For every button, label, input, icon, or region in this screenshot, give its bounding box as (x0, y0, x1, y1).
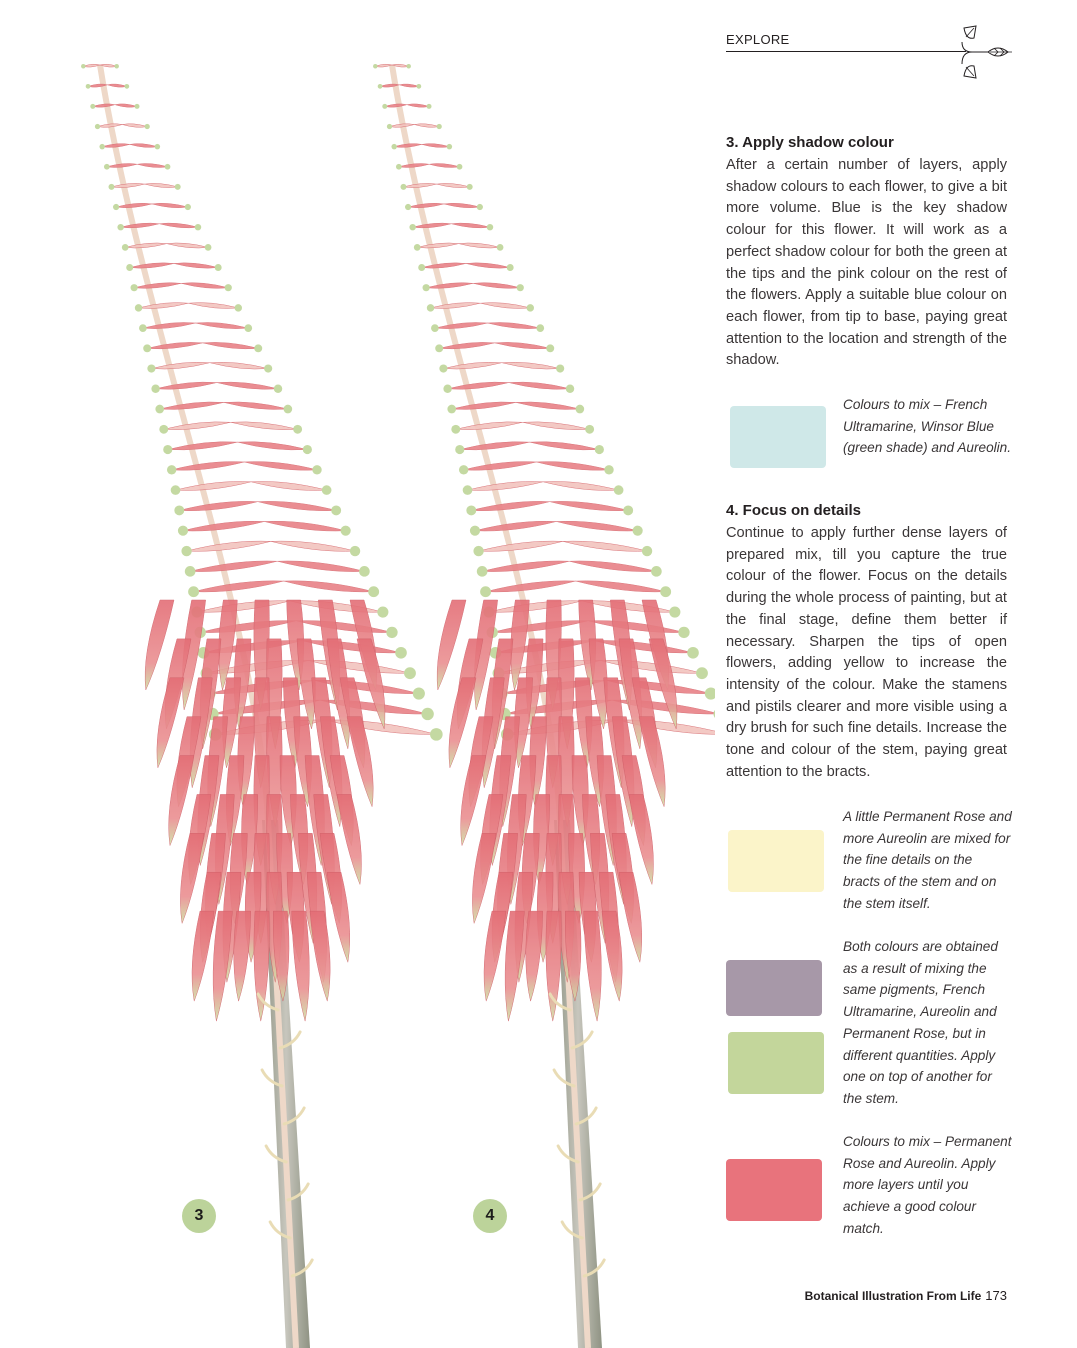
flower-bud (429, 163, 459, 167)
bud-tip (205, 244, 212, 251)
flower-bud (563, 541, 647, 551)
flower-bud (389, 124, 414, 128)
flower-bud (264, 521, 345, 531)
leaf-arrow-ornament-icon (954, 24, 1014, 82)
bud-tip (480, 586, 491, 597)
flower-bud (210, 362, 268, 369)
section-4-body: Continue to apply further dense layers of prepared mix, till you capture the true colour of the flower. Focus on the details during the whole process of painting, but at the final stage, define them better if necessary. Sharpen the tips of open flowers, adding yellow to increase the intensity of the colour. Make the stamens and pistils clearer and more visible using a dry brush for such fine details. Increase the tone and colour of the stem, paying great attention to the bracts. (726, 525, 1007, 780)
flower-bud (385, 104, 407, 107)
bud-tip (124, 84, 129, 89)
bud-tip (284, 405, 293, 414)
flower-bud (394, 144, 422, 148)
bud-tip (122, 244, 129, 251)
bud-tip (401, 184, 407, 190)
bud-tip (414, 244, 421, 251)
bud-tip (595, 445, 604, 454)
section-focus-on-details (726, 502, 1007, 783)
bud-tip (135, 304, 142, 311)
bud-tip (104, 164, 110, 170)
hanging-flower (584, 911, 602, 1021)
hanging-flower (619, 872, 642, 962)
flower-bud (444, 203, 480, 208)
flower-bud (156, 382, 217, 389)
aloe-flower-step-4 (373, 64, 715, 1348)
flower-bud (480, 303, 530, 309)
stem-swatch-caption: Both colours are obtained as a result of mixing the same pigments, French Ultramarine, Aureolin and Permanent Rose, but in different quantities. Apply one on top of another for the stem. (843, 939, 998, 1106)
flower-bud (509, 382, 570, 389)
bud-tip (159, 425, 168, 434)
hanging-flower (629, 794, 653, 884)
hanging-flower (472, 833, 496, 923)
bud-tip (387, 124, 392, 129)
bud-tip (473, 546, 483, 556)
page-header (726, 24, 1011, 84)
flower-bud (308, 660, 410, 673)
flower-bud (284, 581, 374, 592)
bud-tip (669, 606, 680, 617)
bud-tip (99, 144, 104, 149)
flower-bud (399, 163, 429, 167)
flower-bud (134, 283, 181, 289)
flower-bud (167, 243, 208, 248)
flower-bud (159, 223, 198, 228)
bud-tip (155, 144, 160, 149)
flower-bud (244, 462, 317, 471)
flower-bud (130, 144, 158, 148)
bud-tip (466, 505, 476, 515)
bud-tip (225, 284, 232, 291)
header-rule (726, 51, 966, 52)
bud-tip (467, 184, 473, 190)
flower-bud (452, 402, 516, 409)
bud-tip (409, 224, 415, 230)
flower-bud (495, 342, 551, 349)
flower-bud (187, 541, 271, 551)
bud-tip (447, 144, 452, 149)
flower-bud (102, 144, 130, 148)
green-paint-swatch (728, 1032, 824, 1094)
flower-bud (435, 322, 488, 328)
flower-bud (473, 283, 520, 289)
flower-bud (466, 263, 510, 268)
bud-tip (470, 526, 480, 536)
flower-bud (152, 203, 188, 208)
flower-bud (160, 402, 224, 409)
page-footer (760, 1288, 1007, 1303)
bud-tip (171, 485, 181, 495)
bud-tip (459, 465, 468, 474)
flower-bud (543, 481, 619, 490)
flower-bud (492, 621, 588, 633)
flower-bud (130, 263, 174, 268)
flower-bud (107, 163, 137, 167)
bud-tip (131, 284, 138, 291)
bud-tip (359, 566, 370, 577)
bud-tip (451, 425, 460, 434)
section-3-body: After a certain number of layers, apply shadow colours to each flower, to give a bit more volume. Blue is the key shadow colour for this flower. It will work as a perfect shadow colour for both the green at the tips and the pink colour on the rest of the flowers. Apply a suitable blue colour on each flower, from tip to base, paying great attention to the location and strength of the shadow. (726, 157, 1007, 369)
flower-bud (594, 640, 693, 652)
bud-tip (165, 164, 171, 170)
flower-bud (451, 223, 490, 228)
bud-tip (651, 566, 662, 577)
section-label: EXPLORE (726, 32, 790, 47)
flower-bud (314, 680, 419, 693)
flower-bud (179, 501, 257, 510)
hanging-flower (310, 911, 330, 1001)
bud-tip (95, 124, 100, 129)
book-title: Botanical Illustration From Life (804, 1289, 982, 1303)
bud-tip (274, 385, 282, 393)
bud-tip (139, 324, 147, 332)
flower-bud (203, 342, 259, 349)
bud-tip (421, 708, 433, 720)
flower-bud (403, 183, 436, 187)
bud-tip (614, 485, 624, 495)
bud-tip (642, 546, 652, 556)
bud-tip (604, 465, 613, 474)
bud-tip (576, 405, 585, 414)
yellow-paint-swatch (728, 830, 824, 892)
bud-tip (174, 505, 184, 515)
flower-bud (217, 382, 278, 389)
bud-tip (423, 284, 430, 291)
flower-bud (251, 481, 327, 490)
step-4-badge: 4 (473, 1199, 507, 1233)
bud-tip (293, 425, 302, 434)
aloe-flower-step-3 (81, 64, 443, 1348)
flower-bud (302, 640, 401, 652)
flower-bud (224, 402, 288, 409)
flower-bud (147, 342, 203, 349)
bud-tip (413, 688, 425, 700)
bud-tip (435, 344, 443, 352)
flower-bud (479, 541, 563, 551)
swatch-row-stem (726, 936, 1011, 1111)
bud-tip (395, 647, 407, 659)
bud-tip (585, 425, 594, 434)
hanging-flower (602, 911, 622, 1001)
flower-bud (414, 124, 439, 128)
bud-tip (633, 526, 643, 536)
bud-tip (244, 324, 252, 332)
bud-tip (455, 445, 464, 454)
flower-bud (530, 442, 600, 450)
bud-tip (477, 204, 483, 210)
yellow-swatch-caption: A little Permanent Rose and more Aureolin are mixed for the fine details on the bracts of the stem and on the stem itself. (843, 809, 1012, 911)
bud-tip (439, 364, 447, 372)
bud-tip (178, 526, 188, 536)
bud-tip (181, 546, 191, 556)
flower-bud (93, 104, 115, 107)
bud-tip (396, 164, 402, 170)
flower-bud (459, 243, 500, 248)
flower-bud (556, 521, 637, 531)
bud-tip (443, 385, 451, 393)
bud-tip (368, 586, 379, 597)
bud-tip (195, 224, 201, 230)
flower-bud (606, 680, 711, 693)
bud-tip (507, 264, 514, 271)
hanging-flower (327, 872, 350, 962)
bud-tip (430, 728, 443, 741)
flower-bud (600, 660, 702, 673)
bud-tip (126, 264, 133, 271)
bud-tip (566, 385, 574, 393)
bud-tip (185, 566, 196, 577)
flower-bud (443, 362, 501, 369)
flower-bud (569, 561, 656, 572)
bud-tip (147, 364, 155, 372)
hanging-flower (484, 911, 506, 1001)
flower-bud (486, 581, 576, 592)
flower-bud (231, 422, 298, 430)
blue-swatch-caption: Colours to mix – French Ultramarine, Winsor Blue (green shade) and Aureolin. (843, 397, 1012, 456)
flower-bud (151, 362, 209, 369)
flower-bud (174, 263, 218, 268)
page-number: 173 (985, 1288, 1007, 1303)
bud-tip (377, 606, 388, 617)
flower-bud (482, 561, 569, 572)
flower-bud (277, 561, 364, 572)
flower-bud (460, 442, 530, 450)
bud-tip (155, 405, 164, 414)
flower-bud (111, 183, 144, 187)
bud-tip (303, 445, 312, 454)
flower-bud (516, 402, 580, 409)
bud-tip (386, 627, 397, 638)
bud-tip (145, 124, 150, 129)
flower-bud (121, 223, 160, 228)
bud-tip (163, 445, 172, 454)
flower-bud (439, 342, 495, 349)
flower-bud (107, 84, 126, 87)
bud-tip (678, 627, 689, 638)
bud-tip (143, 344, 151, 352)
flower-bud (190, 561, 277, 572)
bud-tip (331, 505, 341, 515)
bud-tip (705, 688, 715, 700)
flower-bud (290, 601, 383, 613)
flower-bud (489, 601, 582, 613)
flower-bud (145, 183, 178, 187)
flower-bud (502, 362, 560, 369)
flower-bud (550, 501, 628, 510)
bud-tip (391, 144, 396, 149)
flower-bud (164, 422, 231, 430)
bud-tip (497, 244, 504, 251)
flower-bud (181, 283, 228, 289)
flower-bud (464, 462, 537, 471)
bud-tip (427, 304, 434, 311)
flower-bud (408, 203, 444, 208)
flower-bud (456, 422, 523, 430)
flower-bud (258, 501, 336, 510)
bud-tip (350, 546, 360, 556)
bud-tip (175, 184, 181, 190)
flower-bud (188, 303, 238, 309)
pink-swatch-caption: Colours to mix – Permanent Rose and Aureolin. Apply more layers until you achieve a good colour match. (843, 1134, 1012, 1236)
flower-bud (407, 104, 429, 107)
flower-bud (523, 422, 590, 430)
flower-bud (296, 621, 392, 633)
hanging-flower (292, 911, 310, 1021)
flower-bud (448, 382, 509, 389)
bud-tip (81, 64, 86, 69)
flower-bud (200, 621, 296, 633)
bud-tip (264, 364, 272, 372)
bud-tip (427, 104, 432, 109)
flower-bud (488, 322, 541, 328)
bud-tip (487, 224, 493, 230)
flower-bud (437, 183, 470, 187)
pink-paint-swatch (726, 1159, 822, 1221)
bud-tip (463, 485, 473, 495)
bud-tip (235, 304, 242, 311)
flower-bud (139, 303, 189, 309)
flower-bud (176, 481, 252, 490)
hanging-flower (234, 911, 251, 1001)
swatch-row-blue (726, 394, 1011, 484)
bud-tip (215, 264, 222, 271)
bud-tip (254, 344, 262, 352)
bud-tip (696, 667, 708, 679)
swatch-row-pink (726, 1131, 1011, 1246)
bud-tip (322, 485, 332, 495)
bud-tip (437, 124, 442, 129)
swatch-row-yellow (726, 806, 1011, 916)
bud-tip (312, 465, 321, 474)
bud-tip (556, 364, 564, 372)
step-3-badge: 3 (182, 1199, 216, 1233)
bud-tip (517, 284, 524, 291)
flower-bud (426, 283, 473, 289)
flower-bud (582, 601, 675, 613)
bud-tip (418, 264, 425, 271)
flower-bud (431, 303, 481, 309)
hanging-flower (180, 833, 204, 923)
bud-tip (416, 84, 421, 89)
flower-bud (471, 501, 549, 510)
bud-tip (687, 647, 699, 659)
bud-tip (117, 224, 123, 230)
bud-tip (527, 304, 534, 311)
flower-bud (97, 124, 122, 128)
flower-bud (536, 462, 609, 471)
bud-tip (546, 344, 554, 352)
bud-tip (623, 505, 633, 515)
bud-tip (477, 566, 488, 577)
flower-bud (122, 124, 147, 128)
flower-bud (143, 322, 196, 328)
section-4-heading: 4. Focus on details (726, 502, 862, 519)
purple-paint-swatch (726, 960, 822, 1016)
flower-bud (576, 581, 666, 592)
hanging-flower (337, 794, 361, 884)
bud-tip (185, 204, 191, 210)
bud-tip (135, 104, 140, 109)
bud-tip (109, 184, 115, 190)
flower-bud (196, 322, 249, 328)
flower-bud (422, 144, 450, 148)
bud-tip (382, 104, 387, 109)
section-apply-shadow-colour (726, 134, 1007, 372)
flower-bud (588, 621, 684, 633)
flower-bud (475, 521, 556, 531)
bud-tip (404, 667, 416, 679)
flower-bud (194, 581, 284, 592)
bud-tip (188, 586, 199, 597)
flower-bud (168, 442, 238, 450)
section-3-heading: 3. Apply shadow colour (726, 134, 894, 151)
bud-tip (86, 84, 91, 89)
bud-tip (373, 64, 378, 69)
bud-tip (90, 104, 95, 109)
bud-tip (113, 204, 119, 210)
bud-tip (536, 324, 544, 332)
bud-tip (447, 405, 456, 414)
flower-bud (399, 84, 418, 87)
bud-tip (167, 465, 176, 474)
flower-bud (422, 263, 466, 268)
bud-tip (406, 64, 411, 69)
bud-tip (457, 164, 463, 170)
bud-tip (431, 324, 439, 332)
bud-tip (151, 385, 159, 393)
flower-bud (183, 521, 264, 531)
bud-tip (378, 84, 383, 89)
hanging-flower (526, 911, 543, 1001)
flower-bud (125, 243, 166, 248)
bud-tip (114, 64, 119, 69)
bud-tip (341, 526, 351, 536)
flower-bud (271, 541, 355, 551)
blue-paint-swatch (730, 406, 826, 468)
flower-bud (238, 442, 308, 450)
flower-bud (172, 462, 245, 471)
flower-bud (468, 481, 544, 490)
flower-bud (197, 601, 290, 613)
hanging-flower (192, 911, 214, 1001)
bud-tip (660, 586, 671, 597)
bud-tip (713, 708, 715, 720)
flower-bud (413, 223, 452, 228)
flower-bud (116, 203, 152, 208)
flower-bud (417, 243, 458, 248)
flower-bud (137, 163, 167, 167)
bud-tip (405, 204, 411, 210)
flower-bud (115, 104, 137, 107)
